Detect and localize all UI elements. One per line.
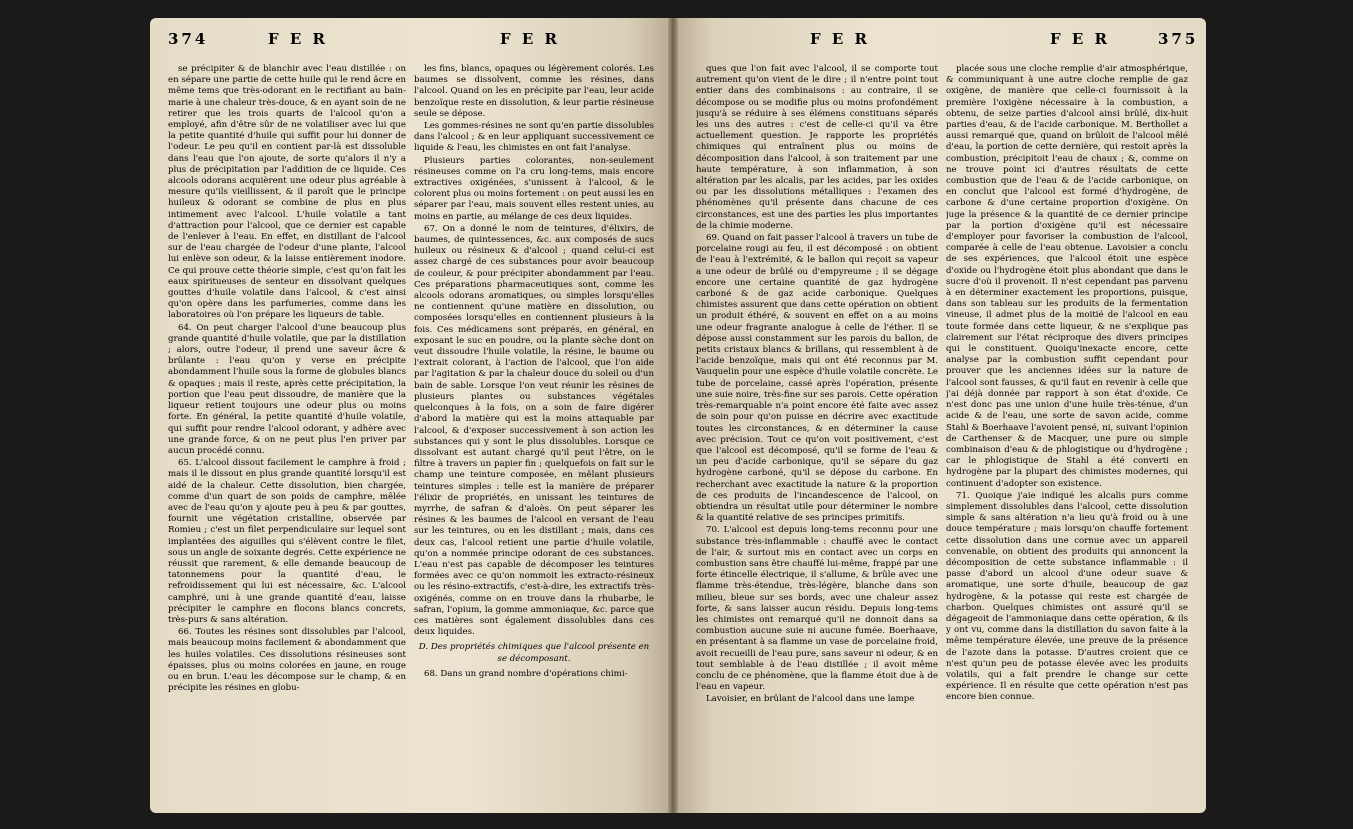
paragraph: 69. Quand on fait passer l'alcool à travers un tube de porcelaine rougi au feu, il est décomposé : on obtient de l'eau à l'extrémité, & le ballon qui reçoit sa vapeur a une odeur de brûlé ou d'empyreume ; il se dégage encore une certaine quantité de gaz hydrogène carboné & de gaz acide carbonique. Quelques chimistes assurent que dans cette opération on obtient un produit éthéré, & souvent en effet on a au moins une odeur fragrante analogue à celle de l'éther. Il se dépose aussi constamment sur les parois du ballon, de petits cristaux blancs & brillans, qui ressemblent à de l'acide benzoïque, mais qui ont été reconnus par M. Vauquelin pour une espèce d'huile volatile concrète. Le tube de porcelaine, cassé après l'opération, présente une suie noire, très-fine sur ses parois. Cette opération très-remarquable n'a point encore été faite avec assez de soin pour qu'on puisse en décrire avec exactitude toutes les circonstances, & en déterminer la cause avec précision. Tout ce qu'on voit positivement, c'est que l'alcool est décomposé, qu'il se forme de l'eau & un peu d'acide carbonique, qu'il se sépare du gaz hydrogène carboné, qu'il se dépose du carbone. En recherchant avec exactitude la nature & la proportion de ces produits de l'incandescence de l'alcool, on obtiendra un résultat utile pour déterminer le nombre & la quantité relative de ses principes primitifs. bbox=[696, 233, 938, 524]
left-page-number: 374 bbox=[168, 30, 209, 48]
paragraph: 70. L'alcool est depuis long-tems reconnu pour une substance très-inflammable : chauffé avec le contact de l'air, & surtout mis en contact avec un corps en combustion sans être chauffé lui-même, frappé par une forte étincelle électrique, il s'allume, & brûle avec une flamme très-étendue, très-légère, blanche dans son milieu, bleue sur ses bords, avec une chaleur assez forte, & sans laisser aucun résidu. Depuis long-tems les chimistes ont remarqué qu'il ne donnoit dans sa combustion aucune suie ni aucune fumée. Boerhaave, en présentant à sa flamme un vase de porcelaine froid, avoit recueilli de l'eau pure, sans saveur ni odeur, & en tout semblable à de l'eau distillée ; il avoit même conclu de ce phénomène, que la flamme étoit due à de l'eau en vapeur. bbox=[696, 525, 938, 693]
paragraph: placée sous une cloche remplie d'air atmosphérique, & communiquant à une autre cloche remplie de gaz oxigène, de manière que celle-ci fournissoit à la première l'oxigène nécessaire à la combustion, a obtenu, de seize parties d'alcool ainsi brûlé, dix-huit parties d'eau, & de l'acide carbonique. M. Berthollet a aussi remarqué que, quand on brûloit de l'alcool mêlé d'eau, la portion de cette dernière, qui restoit après la combustion, précipitoit l'eau de chaux ; &, comme on ne trouve point ici d'autres résultats de cette combustion que de l'eau & de l'acide carbonique, on en conclut que l'alcool est formé d'hydrogène, de carbone & d'une certaine proportion d'oxigène. On juge la présence & la quantité de ce dernier principe par la portion d'oxigène qu'il est nécessaire d'employer pour favoriser la combustion de l'alcool, comparée à celle de l'eau obtenue. Lavoisier a conclu de ses expériences, que l'alcool étoit une espèce d'oxide ou l'hydrogène étoit plus abondant que dans le sucre d'où il provenoit. Il n'est cependant pas parvenu à en déterminer exactement les proportions, puisque, dans son tableau sur les produits de la fermentation vineuse, il admet plus de la moitié de l'alcool en eau toute formée dans cette liqueur, & ne s'explique pas clairement sur l'état réciproque des divers principes qui le constituent. Quoiqu'inexacte encore, cette analyse par la combustion suffit cependant pour prouver que les anciennes idées sur la nature de l'alcool sont fausses, & qu'il faut en revenir à celle que j'ai déjà donnée par rapport à son état d'oxide. Ce n'est donc pas une union d'une huile très-ténue, d'un acide & de l'eau, une sorte de savon acide, comme Stahl & Boerhaave l'avoient pensé, ni, suivant l'opinion de Carthenser & de Macquer, une pure ou simple combinaison d'eau & de phlogistique ou d'hydrogène ; car le phlogistique de Stahl a été converti en hydrogène par la plupart des chimistes modernes, qui continuent d'adopter son existence. bbox=[946, 64, 1188, 489]
right-page-number: 375 bbox=[1158, 30, 1199, 48]
left-column-2 bbox=[414, 64, 654, 800]
right-column-1 bbox=[696, 64, 938, 800]
right-running-head: F E R bbox=[1050, 30, 1110, 48]
paragraph: 67. On a donné le nom de teintures, d'élixirs, de baumes, de quintessences, &c. aux composés de sucs huileux ou résineux & d'alcool ; quand celui-ci est assez chargé de ces substances pour avoir beaucoup de couleur, & pour précipiter abondamment par l'eau. Ces préparations pharmaceutiques sont, comme les alcools odorans aromatiques, ou simples lorsqu'elles ne contiennent qu'une matière en dissolution, ou composées lorsqu'elles en contiennent plusieurs à la fois. Ces médicamens sont préparés, en général, en exposant le suc en poudre, ou la plante sèche dont on veut dissoudre l'huile volatile, la résine, le baume ou l'extrait colorant, à l'action de l'alcool, que l'on aide par l'agitation & par la chaleur douce du soleil ou d'un bain de sable. Lorsque l'on veut réunir les résines de plusieurs plantes ou substances végétales quelconques à la fois, on a soin de faire digérer d'abord la matière qui est la moins attaquable par l'alcool, & d'exposer successivement à son action les substances qui y sont le plus dissolubles. Lorsque ce dissolvant est autant chargé qu'il peut l'être, on le filtre à travers un papier fin ; quelquefois on fait sur le champ une teinture composée, en mêlant plusieurs teintures simples : telle est la manière de préparer l'élixir de propriétés, en unissant les teintures de myrrhe, de safran & d'aloès. On peut séparer les résines & les baumes de l'alcool en versant de l'eau sur les teintures, ou en les distillant ; mais, dans ces deux cas, l'alcool retient une partie d'huile volatile, qu'on a nommée principe odorant de ces substances. L'eau n'est pas capable de décomposer les teintures formées avec ce qu'on nommoit les extracto-résineux ou les résino-extractifs, c'est-à-dire, les extractifs très-oxigénés, comme on en trouve dans la rhubarbe, le safran, l'opium, la gomme ammoniaque, &c. parce que ces matières sont également dissolubles dans ces deux liquides. bbox=[414, 223, 654, 638]
book-gutter bbox=[668, 18, 678, 813]
paragraph: Lavoisier, en brûlant de l'alcool dans une lampe bbox=[706, 694, 915, 705]
paragraph: Les gommes-résines ne sont qu'en partie dissolubles dans l'alcool ; & en leur appliquant successivement ce liquide & l'eau, les chimistes en ont fait l'analyse. bbox=[414, 121, 654, 154]
section-subheading: D. Des propriétés chimiques que l'alcool présente en se décomposant. bbox=[418, 642, 650, 664]
paragraph: 71. Quoique j'aie indiqué les alcalis purs comme simplement dissolubles dans l'alcool, cette dissolution simple & sans altération n'a lieu qu'à froid ou à une douce température ; mais lorsqu'on chauffe fortement cette dissolution dans une cornue avec un appareil convenable, on obtient des produits qui annoncent la décomposition de cette substance inflammable : il passe d'abord un alcool d'une odeur suave & aromatique, une sorte d'huile, beaucoup de gaz hydrogène, & la potasse qui reste est chargée de charbon. Quelques chimistes ont assuré qu'il se dégageoit de l'ammoniaque dans cette opération, & ils y ont vu, comme dans la distillation du savon faite à la même température élevée, une preuve de la présence de l'azote dans la potasse. D'autres croient que ce n'est qu'un peu de potasse élevée avec les produits volatils, qui a fait prendre le change sur cette expérience. Il en résulte que cette opération n'est pas encore bien connue. bbox=[946, 490, 1188, 703]
paragraph: les fins, blancs, opaques ou légèrement colorés. Les baumes se dissolvent, comme les résines, dans l'alcool. Quand on les en précipite par l'eau, leur acide benzoïque reste en dissolution, & leur partie résineuse seule se dépose. bbox=[414, 64, 654, 119]
paragraph: 65. L'alcool dissout facilement le camphre à froid ; mais il le dissout en plus grande quantité lorsqu'il est aidé de la chaleur. Cette dissolution, bien chargée, comme d'un quart de son poids de camphre, mêlée avec de l'eau qu'on y ajoute peu à peu & par gouttes, fournit une végétation cristalline, observée par Romieu ; c'est un filet perpendiculaire sur lequel sont implantées des aiguilles qui s'élèvent contre le filet, sous un angle de soixante degrés. Cette expérience ne réussit que rarement, & elle demande beaucoup de tatonnemens pour la quantité d'eau, le refroidissement qui lui est nécessaire, &c. L'alcool camphré, uni à une grande quantité d'eau, laisse précipiter le camphre en flocons blancs concrets, très-purs & sans altération. bbox=[168, 458, 406, 625]
right-running-head-center: F E R bbox=[810, 30, 870, 48]
left-column-1 bbox=[168, 64, 406, 800]
paragraph: Plusieurs parties colorantes, non-seulement résineuses comme on l'a cru long-tems, mais encore extractives oxigénées, s'unissent à l'alcool, & le colorent plus ou moins fortement : on peut aussi les en séparer par l'eau, mais souvent elles restent unies, au moins en partie, au mélange de ces deux liquides. bbox=[414, 155, 654, 222]
paragraph: 64. On peut charger l'alcool d'une beaucoup plus grande quantité d'huile volatile, que par la distillation ; alors, outre l'odeur, il prend une saveur âcre & brûlante : l'eau qu'on y verse en précipite abondamment l'huile sous la forme de globules blancs & opaques ; mais il reste, après cette précipitation, la portion que l'eau peut dissoudre, de manière que la liqueur retient toujours une odeur plus ou moins forte. En général, la petite quantité d'huile volatile, qui suffit pour rendre l'alcool odorant, y adhère avec une grande force, & on ne peut plus l'en priver par aucun procédé connu. bbox=[168, 322, 406, 456]
paragraph: 66. Toutes les résines sont dissolubles par l'alcool, mais beaucoup moins facilement & abondamment que les huiles volatiles. Ces dissolutions résineuses sont épaisses, plus ou moins colorées en jaune, en rouge ou en brun. L'eau les décompose sur le champ, & en précipite les résines en globu- bbox=[168, 627, 406, 694]
paragraph: se précipiter & de blanchir avec l'eau distillée : on en sépare une partie de cette huile qui le rend âcre en même tems que très-odorant en le rectifiant au bain-marie à une chaleur très-douce, & en ayant soin de ne retirer que les trois quarts de l'alcool qu'on a employé, afin d'être sûr de ne volatiliser avec lui que la petite quantité d'huile qui suffit pour lui donner de l'odeur. Le peu qu'il en contient par-là est dissoluble dans l'eau que l'on ajoute, de sorte qu'alors il n'y a plus de précipitation par l'addition de ce liquide. Ces alcools odorans acquièrent une odeur plus agréable à mesure qu'ils vieillissent, & il paroît que le principe huileux & odorant se combine de plus en plus intimement avec l'alcool. L'huile volatile a tant d'attraction pour l'alcool, que ce dernier est capable de l'enlever à l'eau. En effet, en distillant de l'alcool sur de l'eau chargée de l'odeur d'une plante, l'alcool lui enlève son odeur, & la laisse entièrement inodore. Ce qui prouve cette théorie simple, c'est qu'on fait les eaux spiritueuses de senteur en dissolvant quelques gouttes d'huile volatile dans l'alcool, & c'est ainsi qu'on opère dans les parfumeries, comme dans les laboratoires où l'on prépare les liqueurs de table. bbox=[168, 64, 406, 321]
paragraph: 68. Dans un grand nombre d'opérations chimi- bbox=[424, 668, 628, 679]
right-column-2 bbox=[946, 64, 1188, 800]
paragraph: ques que l'on fait avec l'alcool, il se comporte tout autrement qu'on vient de le dire ; il n'entre point tout entier dans des combinaisons : au contraire, il se décompose ou se modifie plus ou moins profondément jusqu'à se réduire à ses élémens constituans séparés les uns des autres : c'est de celle-ci qu'il va être actuellement question. Je rapporte les propriétés chimiques qui entraînent plus ou moins de décomposition dans l'alcool, à son traitement par une haute température, à son inflammation, à son altération par les alcalis, par les acides, par les oxides ou par les dissolutions métalliques : l'examen des phénomènes qu'il présente dans chacune de ces circonstances, est une des parties les plus importantes de la chimie moderne. bbox=[696, 64, 938, 231]
left-running-head-center: F E R bbox=[500, 30, 560, 48]
left-running-head: F E R bbox=[268, 30, 328, 48]
